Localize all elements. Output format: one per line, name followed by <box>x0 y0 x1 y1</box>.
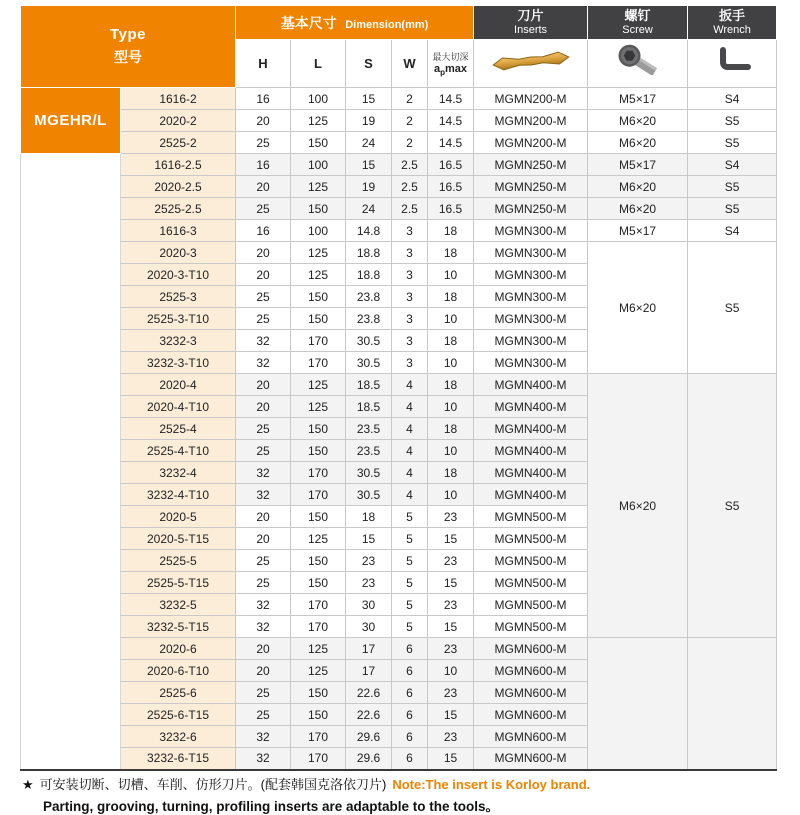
insert-cell: MGMN200-M <box>474 110 588 132</box>
spec-row <box>21 88 777 110</box>
l-cell: 125 <box>291 176 346 198</box>
l-cell: 125 <box>291 110 346 132</box>
screw-header-cn: 螺钉 <box>624 7 651 23</box>
w-cell: 6 <box>392 682 428 704</box>
h-cell: 25 <box>236 418 291 440</box>
type-header-en: Type <box>110 26 146 43</box>
ap-cell: 18 <box>428 462 474 484</box>
model-cell: 3232-3 <box>121 330 236 352</box>
s-cell: 24 <box>346 198 392 220</box>
w-cell: 5 <box>392 528 428 550</box>
model-cell: 2020-2 <box>121 110 236 132</box>
wrench-header-cn: 扳手 <box>719 7 746 23</box>
h-cell: 25 <box>236 308 291 330</box>
l-cell: 125 <box>291 660 346 682</box>
insert-cell: MGMN200-M <box>474 88 588 110</box>
h-cell: 20 <box>236 638 291 660</box>
col-header-ap-max <box>428 40 474 88</box>
l-cell: 150 <box>291 440 346 462</box>
insert-cell: MGMN400-M <box>474 396 588 418</box>
spec-row <box>21 220 777 242</box>
wrench-cell: S4 <box>688 220 777 242</box>
screw-cell: M6×20 <box>588 176 688 198</box>
model-cell: 2525-6-T15 <box>121 704 236 726</box>
insert-cell: MGMN400-M <box>474 418 588 440</box>
wrench-cell: S5 <box>688 242 777 374</box>
h-cell: 20 <box>236 506 291 528</box>
l-cell: 170 <box>291 330 346 352</box>
screw-icon <box>615 42 661 80</box>
ap-cell: 18 <box>428 374 474 396</box>
s-cell: 30 <box>346 616 392 638</box>
h-cell: 25 <box>236 550 291 572</box>
w-cell: 2.5 <box>392 176 428 198</box>
l-cell: 150 <box>291 550 346 572</box>
insert-cell: MGMN400-M <box>474 484 588 506</box>
s-cell: 18.5 <box>346 396 392 418</box>
ap-cell: 10 <box>428 352 474 374</box>
s-cell: 15 <box>346 154 392 176</box>
w-cell: 4 <box>392 396 428 418</box>
l-cell: 150 <box>291 286 346 308</box>
wrench-icon <box>710 45 754 77</box>
model-cell: 2020-5-T15 <box>121 528 236 550</box>
s-cell: 23 <box>346 572 392 594</box>
insert-cell: MGMN600-M <box>474 748 588 770</box>
ap-cell: 18 <box>428 286 474 308</box>
s-cell: 29.6 <box>346 748 392 770</box>
ap-cell: 18 <box>428 418 474 440</box>
w-cell: 3 <box>392 330 428 352</box>
ap-cell: 10 <box>428 396 474 418</box>
l-cell: 100 <box>291 220 346 242</box>
model-cell: 2020-6-T10 <box>121 660 236 682</box>
col-header-l: L <box>291 40 346 88</box>
insert-cell: MGMN300-M <box>474 330 588 352</box>
ap-cell: 18 <box>428 330 474 352</box>
spec-row <box>21 154 777 176</box>
wrench-cell: S4 <box>688 88 777 110</box>
w-cell: 2 <box>392 132 428 154</box>
s-cell: 29.6 <box>346 726 392 748</box>
l-cell: 150 <box>291 418 346 440</box>
ap-cell: 14.5 <box>428 132 474 154</box>
s-cell: 30.5 <box>346 462 392 484</box>
h-cell: 32 <box>236 726 291 748</box>
insert-cell: MGMN500-M <box>474 616 588 638</box>
ap-cell: 15 <box>428 528 474 550</box>
ap-cell: 23 <box>428 682 474 704</box>
dimension-header-en: Dimension(mm) <box>345 18 429 31</box>
screw-cell: M6×20 <box>588 374 688 638</box>
ap-max-symbol: $a_p\max$ <box>434 62 468 78</box>
h-cell: 25 <box>236 198 291 220</box>
w-cell: 2.5 <box>392 154 428 176</box>
ap-cell: 16.5 <box>428 198 474 220</box>
l-cell: 125 <box>291 638 346 660</box>
s-cell: 18 <box>346 506 392 528</box>
w-cell: 4 <box>392 484 428 506</box>
s-cell: 19 <box>346 176 392 198</box>
w-cell: 5 <box>392 550 428 572</box>
ap-cell: 15 <box>428 748 474 770</box>
w-cell: 5 <box>392 506 428 528</box>
screw-header <box>588 6 688 40</box>
l-cell: 170 <box>291 594 346 616</box>
s-cell: 15 <box>346 88 392 110</box>
footnote-note-text: Note:The insert is Korloy brand. <box>392 776 591 792</box>
model-cell: 2525-4-T10 <box>121 440 236 462</box>
ap-cell: 10 <box>428 484 474 506</box>
insert-cell: MGMN300-M <box>474 220 588 242</box>
l-cell: 100 <box>291 154 346 176</box>
insert-icon-cell <box>474 40 588 88</box>
h-cell: 16 <box>236 154 291 176</box>
l-cell: 170 <box>291 726 346 748</box>
h-cell: 32 <box>236 330 291 352</box>
h-cell: 32 <box>236 352 291 374</box>
h-cell: 20 <box>236 264 291 286</box>
model-cell: 3232-5 <box>121 594 236 616</box>
model-cell: 2020-4 <box>121 374 236 396</box>
insert-cell: MGMN400-M <box>474 440 588 462</box>
h-cell: 32 <box>236 748 291 770</box>
model-cell: 3232-6 <box>121 726 236 748</box>
ap-cell: 14.5 <box>428 110 474 132</box>
w-cell: 3 <box>392 220 428 242</box>
col-header-s: S <box>346 40 392 88</box>
h-cell: 20 <box>236 176 291 198</box>
model-cell: 1616-3 <box>121 220 236 242</box>
h-cell: 25 <box>236 440 291 462</box>
model-cell: 3232-3-T10 <box>121 352 236 374</box>
w-cell: 6 <box>392 660 428 682</box>
l-cell: 170 <box>291 484 346 506</box>
screw-header-en: Screw <box>622 23 653 36</box>
w-cell: 4 <box>392 462 428 484</box>
h-cell: 20 <box>236 660 291 682</box>
l-cell: 170 <box>291 616 346 638</box>
w-cell: 6 <box>392 704 428 726</box>
h-cell: 20 <box>236 396 291 418</box>
ap-cell: 23 <box>428 638 474 660</box>
s-cell: 30.5 <box>346 484 392 506</box>
h-cell: 16 <box>236 88 291 110</box>
model-cell: 2020-4-T10 <box>121 396 236 418</box>
insert-cell: MGMN200-M <box>474 132 588 154</box>
l-cell: 125 <box>291 242 346 264</box>
model-cell: 2020-5 <box>121 506 236 528</box>
insert-cell: MGMN600-M <box>474 660 588 682</box>
screw-cell: M6×20 <box>588 110 688 132</box>
spec-row <box>21 638 777 660</box>
insert-cell: MGMN250-M <box>474 154 588 176</box>
w-cell: 4 <box>392 440 428 462</box>
screw-cell: M5×17 <box>588 88 688 110</box>
ap-cell: 23 <box>428 506 474 528</box>
col-header-h: H <box>236 40 291 88</box>
model-cell: 2525-4 <box>121 418 236 440</box>
l-cell: 150 <box>291 682 346 704</box>
screw-cell: M6×20 <box>588 242 688 374</box>
h-cell: 25 <box>236 286 291 308</box>
wrench-cell: S5 <box>688 374 777 638</box>
h-cell: 32 <box>236 462 291 484</box>
l-cell: 125 <box>291 264 346 286</box>
wrench-icon-cell <box>688 40 777 88</box>
wrench-cell: S4 <box>688 154 777 176</box>
inserts-header-cn: 刀片 <box>517 7 544 23</box>
ap-cell: 15 <box>428 704 474 726</box>
ap-cell: 16.5 <box>428 154 474 176</box>
s-cell: 24 <box>346 132 392 154</box>
footnote-line1 <box>22 777 776 793</box>
ap-cell: 10 <box>428 440 474 462</box>
model-cell: 2020-3 <box>121 242 236 264</box>
model-cell: 2525-5-T15 <box>121 572 236 594</box>
s-cell: 17 <box>346 660 392 682</box>
model-cell: 2525-3 <box>121 286 236 308</box>
spec-row <box>21 110 777 132</box>
w-cell: 6 <box>392 638 428 660</box>
ap-cell: 10 <box>428 264 474 286</box>
h-cell: 20 <box>236 374 291 396</box>
s-cell: 22.6 <box>346 682 392 704</box>
w-cell: 2.5 <box>392 198 428 220</box>
series-label: MGEHR/L <box>21 88 121 154</box>
dimension-header-cn: 基本尺寸 <box>280 14 337 31</box>
insert-cell: MGMN400-M <box>474 462 588 484</box>
wrench-cell: S5 <box>688 176 777 198</box>
spec-table <box>20 5 777 771</box>
w-cell: 3 <box>392 286 428 308</box>
insert-cell: MGMN300-M <box>474 308 588 330</box>
insert-cell: MGMN500-M <box>474 550 588 572</box>
h-cell: 20 <box>236 528 291 550</box>
model-cell: 2020-6 <box>121 638 236 660</box>
l-cell: 125 <box>291 528 346 550</box>
s-cell: 18.8 <box>346 242 392 264</box>
wrench-cell: S5 <box>688 198 777 220</box>
spec-row <box>21 198 777 220</box>
model-cell: 3232-5-T15 <box>121 616 236 638</box>
w-cell: 4 <box>392 374 428 396</box>
wrench-cell: S5 <box>688 110 777 132</box>
insert-cell: MGMN300-M <box>474 352 588 374</box>
w-cell: 3 <box>392 264 428 286</box>
ap-cell: 14.5 <box>428 88 474 110</box>
ap-max-cn: 最大切深 <box>432 51 469 62</box>
model-cell: 2525-6 <box>121 682 236 704</box>
insert-cell: MGMN500-M <box>474 572 588 594</box>
w-cell: 6 <box>392 726 428 748</box>
insert-cell: MGMN500-M <box>474 594 588 616</box>
screw-cell: M5×17 <box>588 154 688 176</box>
s-cell: 19 <box>346 110 392 132</box>
w-cell: 3 <box>392 352 428 374</box>
s-cell: 18.5 <box>346 374 392 396</box>
screw-icon-cell <box>588 40 688 88</box>
ap-cell: 15 <box>428 572 474 594</box>
spec-row <box>21 176 777 198</box>
s-cell: 23.5 <box>346 440 392 462</box>
insert-cell: MGMN500-M <box>474 506 588 528</box>
insert-cell: MGMN600-M <box>474 726 588 748</box>
ap-cell: 23 <box>428 550 474 572</box>
s-cell: 30.5 <box>346 330 392 352</box>
l-cell: 150 <box>291 198 346 220</box>
spec-row <box>21 374 777 396</box>
screw-cell: M6×20 <box>588 132 688 154</box>
model-cell: 2020-3-T10 <box>121 264 236 286</box>
ap-cell: 23 <box>428 594 474 616</box>
model-cell: 2525-2 <box>121 132 236 154</box>
footnote <box>20 777 776 815</box>
model-cell: 3232-6-T15 <box>121 748 236 770</box>
w-cell: 5 <box>392 572 428 594</box>
w-cell: 5 <box>392 594 428 616</box>
h-cell: 25 <box>236 704 291 726</box>
inserts-header-en: Inserts <box>514 23 548 36</box>
h-cell: 16 <box>236 220 291 242</box>
dimension-header <box>236 6 474 40</box>
table-body <box>21 88 777 770</box>
model-cell: 1616-2.5 <box>121 154 236 176</box>
w-cell: 6 <box>392 748 428 770</box>
model-cell: 2525-3-T10 <box>121 308 236 330</box>
l-cell: 170 <box>291 352 346 374</box>
s-cell: 14.8 <box>346 220 392 242</box>
wrench-header <box>688 6 777 40</box>
w-cell: 2 <box>392 88 428 110</box>
star-icon: ★ <box>22 776 34 792</box>
s-cell: 23.5 <box>346 418 392 440</box>
h-cell: 25 <box>236 132 291 154</box>
model-cell: 3232-4 <box>121 462 236 484</box>
h-cell: 32 <box>236 594 291 616</box>
s-cell: 23.8 <box>346 286 392 308</box>
model-cell: 2525-5 <box>121 550 236 572</box>
insert-cell: MGMN250-M <box>474 198 588 220</box>
spec-row <box>21 132 777 154</box>
model-cell: 1616-2 <box>121 88 236 110</box>
l-cell: 125 <box>291 374 346 396</box>
w-cell: 3 <box>392 242 428 264</box>
ap-cell: 16.5 <box>428 176 474 198</box>
s-cell: 23 <box>346 550 392 572</box>
series-empty-cell <box>21 154 121 770</box>
type-header-cn: 型号 <box>114 49 142 65</box>
insert-cell: MGMN300-M <box>474 264 588 286</box>
l-cell: 150 <box>291 308 346 330</box>
insert-cell: MGMN600-M <box>474 704 588 726</box>
insert-cell: MGMN600-M <box>474 638 588 660</box>
h-cell: 25 <box>236 572 291 594</box>
h-cell: 20 <box>236 242 291 264</box>
ap-cell: 10 <box>428 308 474 330</box>
s-cell: 30 <box>346 594 392 616</box>
col-header-w: W <box>392 40 428 88</box>
wrench-cell: S5 <box>688 132 777 154</box>
l-cell: 150 <box>291 132 346 154</box>
l-cell: 150 <box>291 572 346 594</box>
w-cell: 4 <box>392 418 428 440</box>
w-cell: 3 <box>392 308 428 330</box>
l-cell: 150 <box>291 704 346 726</box>
s-cell: 23.8 <box>346 308 392 330</box>
insert-cell: MGMN250-M <box>474 176 588 198</box>
w-cell: 5 <box>392 616 428 638</box>
insert-cell: MGMN300-M <box>474 286 588 308</box>
ap-cell: 23 <box>428 726 474 748</box>
w-cell: 2 <box>392 110 428 132</box>
ap-cell: 15 <box>428 616 474 638</box>
h-cell: 25 <box>236 682 291 704</box>
footnote-line2: Parting, grooving, turning, profiling inserts are adaptable to the tools。 <box>43 798 500 814</box>
s-cell: 18.8 <box>346 264 392 286</box>
l-cell: 100 <box>291 88 346 110</box>
insert-cell: MGMN600-M <box>474 682 588 704</box>
ap-cell: 18 <box>428 220 474 242</box>
insert-icon <box>490 51 572 71</box>
s-cell: 30.5 <box>346 352 392 374</box>
h-cell: 20 <box>236 110 291 132</box>
wrench-cell <box>688 638 777 770</box>
insert-cell: MGMN400-M <box>474 374 588 396</box>
model-cell: 3232-4-T10 <box>121 484 236 506</box>
screw-cell: M6×20 <box>588 198 688 220</box>
screw-cell: M5×17 <box>588 220 688 242</box>
s-cell: 15 <box>346 528 392 550</box>
type-header <box>21 6 236 88</box>
model-cell: 2525-2.5 <box>121 198 236 220</box>
wrench-header-en: Wrench <box>713 23 751 36</box>
footnote-cn-text: 可安装切断、切槽、车削、仿形刀片。(配套韩国克洛依刀片) <box>39 776 387 792</box>
screw-cell <box>588 638 688 770</box>
ap-cell: 18 <box>428 242 474 264</box>
h-cell: 32 <box>236 616 291 638</box>
inserts-header <box>474 6 588 40</box>
l-cell: 150 <box>291 506 346 528</box>
l-cell: 125 <box>291 396 346 418</box>
spec-row <box>21 242 777 264</box>
s-cell: 22.6 <box>346 704 392 726</box>
model-cell: 2020-2.5 <box>121 176 236 198</box>
insert-cell: MGMN500-M <box>474 528 588 550</box>
insert-cell: MGMN300-M <box>474 242 588 264</box>
ap-cell: 10 <box>428 660 474 682</box>
h-cell: 32 <box>236 484 291 506</box>
s-cell: 17 <box>346 638 392 660</box>
l-cell: 170 <box>291 748 346 770</box>
l-cell: 170 <box>291 462 346 484</box>
